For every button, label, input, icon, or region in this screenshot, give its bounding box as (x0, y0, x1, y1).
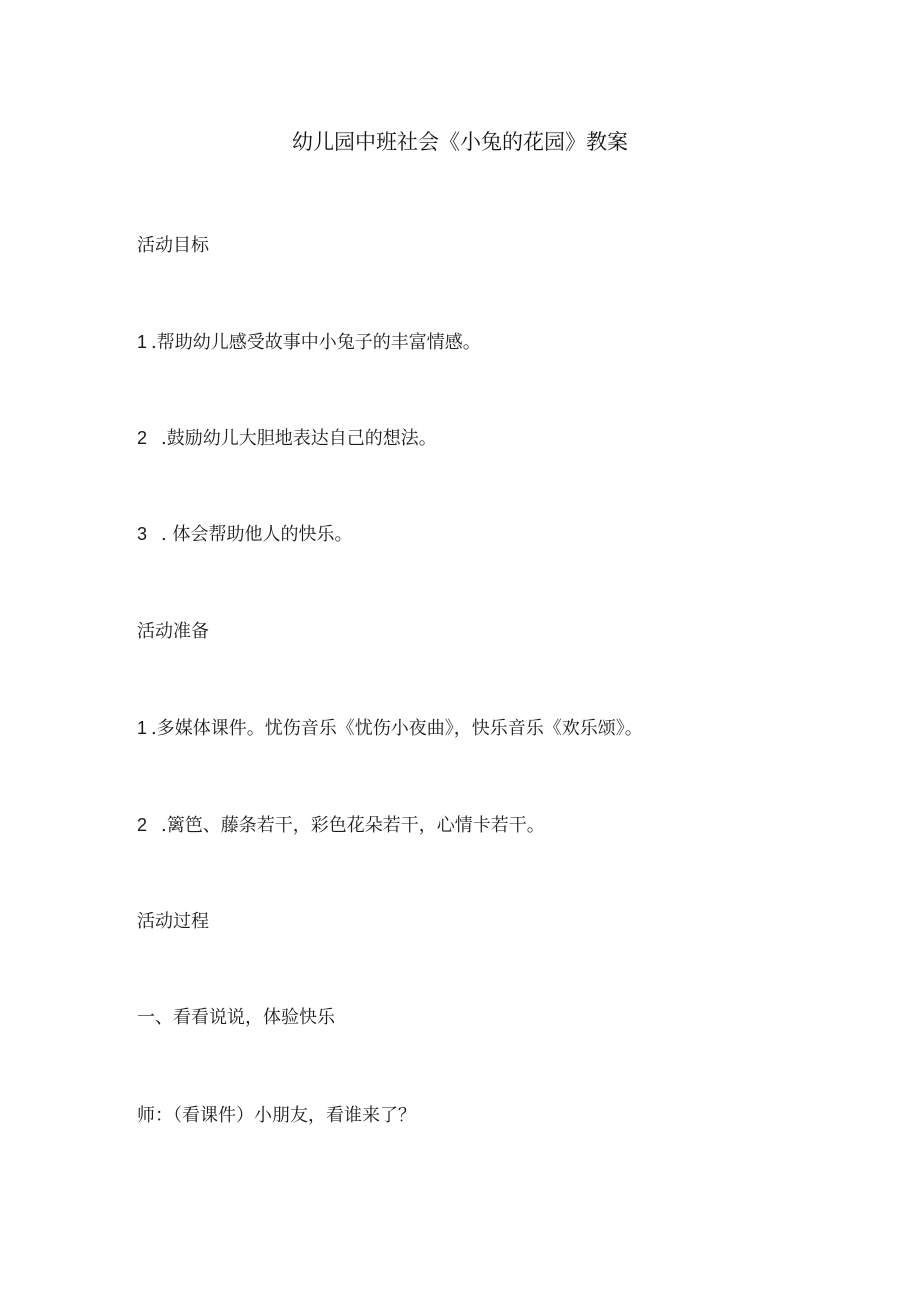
process-step-1: 一、看看说说，体验快乐 (137, 1007, 335, 1028)
goal-text-2: .鼓励幼儿大胆地表达自己的想法。 (161, 428, 437, 449)
goal-item-3 (137, 520, 352, 546)
prep-number-1: 1 (137, 718, 148, 738)
goal-item-1 (137, 328, 481, 354)
goal-number-3: 3 (137, 524, 148, 544)
document-title: 幼儿园中班社会《小兔的花园》教案 (292, 130, 628, 154)
prep-number-2: 2 (137, 815, 148, 835)
goal-item-2 (137, 424, 437, 450)
prep-text-1: .多媒体课件。忧伤音乐《忧伤小夜曲》，快乐音乐《欢乐颂》。 (151, 718, 643, 739)
teacher-line: 师：（看课件）小朋友，看谁来了？ (137, 1105, 416, 1126)
goals-heading: 活动目标 (137, 235, 209, 256)
goal-text-3: . 体会帮助他人的快乐。 (161, 524, 353, 545)
prep-heading: 活动准备 (137, 621, 209, 642)
process-heading: 活动过程 (137, 911, 209, 932)
goal-text-1: .帮助幼儿感受故事中小兔子的丰富情感。 (151, 332, 481, 353)
prep-text-2: .篱笆、藤条若干，彩色花朵若干，心情卡若干。 (161, 815, 545, 836)
goal-number-1: 1 (137, 332, 148, 352)
prep-item-1 (137, 714, 643, 740)
prep-item-2 (137, 811, 545, 837)
goal-number-2: 2 (137, 428, 148, 448)
